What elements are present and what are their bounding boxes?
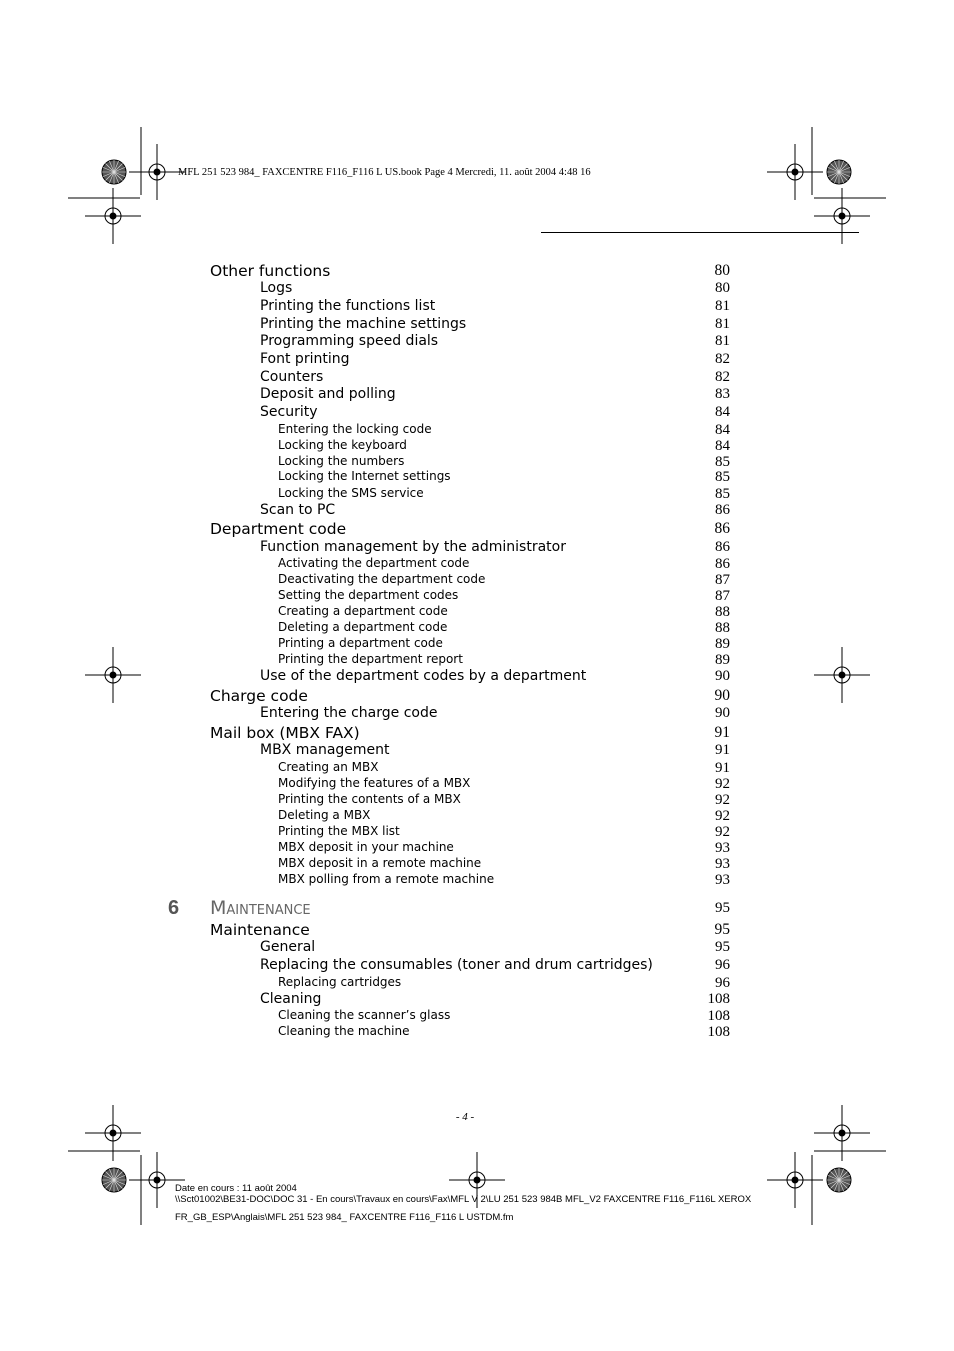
toc-entry-title: Security [260, 404, 318, 420]
toc-entry-page: 84 [715, 422, 730, 438]
toc-entry-page: 86 [715, 556, 730, 572]
toc-entry-title: Charge code [210, 687, 308, 705]
toc-entry [260, 939, 730, 957]
toc-entry-title: Locking the SMS service [278, 486, 424, 500]
header-rule [541, 232, 859, 233]
toc-entry-title: Locking the numbers [278, 454, 405, 468]
toc-entry [260, 668, 730, 686]
toc-entry-page: 85 [715, 469, 730, 485]
toc-entry-page: 91 [714, 724, 730, 741]
toc-entry [210, 921, 730, 939]
toc-entry [278, 469, 730, 487]
chapter-number: 6 [168, 897, 180, 919]
toc-entry-title: Deleting a MBX [278, 808, 371, 822]
toc-entry-title: Printing the functions list [260, 298, 436, 314]
toc-entry-page: 108 [707, 1024, 730, 1040]
toc-entry-title: Locking the Internet settings [278, 469, 451, 483]
toc-entry-title: MBX deposit in your machine [278, 840, 454, 854]
toc-entry-page: 96 [715, 975, 730, 991]
page-number: - 4 - [455, 1111, 475, 1123]
toc-entry-page: 80 [715, 280, 730, 296]
toc-entry-title: Replacing the consumables (toner and drum cartridges) [260, 957, 653, 973]
toc-entry-page: 93 [715, 840, 730, 856]
toc-entry-page: 108 [707, 991, 730, 1007]
toc-entry-title: Printing the department report [278, 652, 463, 666]
toc-entry-title: Logs [260, 280, 293, 296]
toc-entry-page: 89 [715, 652, 730, 668]
toc-entry-title: Deposit and polling [260, 386, 396, 402]
toc-entry-page: 84 [715, 438, 730, 454]
toc-entry [210, 724, 730, 742]
toc-entry-page: 108 [707, 1008, 730, 1024]
toc-entry-page: 85 [715, 454, 730, 470]
toc-entry-title: Printing the MBX list [278, 824, 400, 838]
toc-entry-title: Scan to PC [260, 502, 336, 518]
toc-entry-page: 89 [715, 636, 730, 652]
toc-entry [260, 705, 730, 723]
toc-entry-page: 91 [715, 742, 730, 758]
toc-entry-title: Programming speed dials [260, 333, 439, 349]
toc-entry [260, 369, 730, 387]
toc-entry-title: Printing a department code [278, 636, 443, 650]
toc-entry-page: 82 [715, 351, 730, 367]
toc-entry-title: Cleaning the machine [278, 1024, 410, 1038]
chapter-page: 95 [715, 900, 730, 916]
toc-entry [210, 687, 730, 705]
toc-entry-page: 81 [715, 316, 730, 332]
toc-entry-title: Mail box (MBX FAX) [210, 724, 360, 742]
toc-entry-page: 87 [715, 572, 730, 588]
toc-entry-page: 93 [715, 856, 730, 872]
toc-entry [278, 872, 730, 890]
toc-entry-page: 88 [715, 620, 730, 636]
toc-entry [260, 316, 730, 334]
toc-entry [260, 351, 730, 369]
toc-entry [260, 333, 730, 351]
toc-entry-title: Font printing [260, 351, 350, 367]
chapter-title: Maintenance [210, 897, 311, 919]
footer-date: Date en cours : 11 août 2004 [175, 1183, 297, 1194]
toc-entry [260, 280, 730, 298]
toc-entry-title: Printing the machine settings [260, 316, 467, 332]
toc-entry-title: Entering the charge code [260, 705, 438, 721]
toc-entry-title: MBX management [260, 742, 390, 758]
toc-entry-page: 86 [714, 520, 730, 537]
toc-entry-page: 92 [715, 824, 730, 840]
toc-entry-title: Modifying the features of a MBX [278, 776, 471, 790]
toc-entry-title: Deleting a department code [278, 620, 448, 634]
toc-entry-title: Other functions [210, 262, 331, 280]
toc-entry [260, 404, 730, 422]
toc-entry-page: 95 [714, 921, 730, 938]
toc-entry-page: 82 [715, 369, 730, 385]
toc-entry-page: 93 [715, 872, 730, 888]
toc-entry-page: 81 [715, 333, 730, 349]
toc-entry-title: Activating the department code [278, 556, 470, 570]
footer-path: \\Sct01002\BE31-DOC\DOC 31 - En cours\Travaux en cours\Fax\MFL V 2\LU 251 523 984B MFL_V2 FAXCENTRE F116_F116L XEROX [175, 1194, 752, 1205]
toc-entry [260, 991, 730, 1009]
toc-entry-page: 81 [715, 298, 730, 314]
toc-entry-title: Maintenance [210, 921, 310, 939]
toc-entry-title: Printing the contents of a MBX [278, 792, 461, 806]
toc-entry-title: MBX deposit in a remote machine [278, 856, 482, 870]
toc-entry-title: Counters [260, 369, 324, 385]
toc-entry [210, 262, 730, 280]
toc-entry-title: Department code [210, 520, 347, 538]
toc-entry-page: 92 [715, 776, 730, 792]
toc-entry-title: Cleaning the scanner’s glass [278, 1008, 451, 1022]
toc-entry-page: 91 [715, 760, 730, 776]
toc-entry [260, 386, 730, 404]
toc-entry-title: Locking the keyboard [278, 438, 407, 452]
toc-entry [278, 1024, 730, 1042]
toc-entry [260, 502, 730, 520]
toc-entry-page: 92 [715, 792, 730, 808]
toc-entry-page: 92 [715, 808, 730, 824]
toc-entry-page: 90 [715, 705, 730, 721]
toc-entry-title: Use of the department codes by a department [260, 668, 587, 684]
toc-entry-page: 87 [715, 588, 730, 604]
toc-entry-title: General [260, 939, 316, 955]
toc-entry-title: Deactivating the department code [278, 572, 486, 586]
toc-entry-page: 85 [715, 486, 730, 502]
toc-entry-title: Function management by the administrator [260, 539, 566, 555]
toc-entry-page: 83 [715, 386, 730, 402]
toc-entry [260, 298, 730, 316]
toc-entry-page: 86 [715, 502, 730, 518]
toc-entry-page: 80 [714, 262, 730, 279]
running-header: MFL 251 523 984_ FAXCENTRE F116_F116 L US.book Page 4 Mercredi, 11. août 2004 4:48 16 [178, 167, 591, 178]
toc-entry-title: MBX polling from a remote machine [278, 872, 495, 886]
toc-entry-page: 88 [715, 604, 730, 620]
toc-entry [260, 742, 730, 760]
toc-entry [260, 957, 730, 975]
toc-entry-page: 84 [715, 404, 730, 420]
toc-entry-title: Entering the locking code [278, 422, 432, 436]
footer-file: FR_GB_ESP\Anglais\MFL 251 523 984_ FAXCENTRE F116_F116 L USTDM.fm [175, 1212, 514, 1223]
toc-entry-title: Cleaning [260, 991, 322, 1007]
toc-entry [260, 539, 730, 557]
toc-entry [210, 520, 730, 538]
toc-entry-page: 90 [714, 687, 730, 704]
toc-entry-page: 96 [715, 957, 730, 973]
toc-entry-title: Creating a department code [278, 604, 448, 618]
toc-entry-page: 86 [715, 539, 730, 555]
toc-entry-page: 90 [715, 668, 730, 684]
toc-entry-title: Creating an MBX [278, 760, 379, 774]
toc-entry-title: Replacing cartridges [278, 975, 402, 989]
toc-entry-page: 95 [715, 939, 730, 955]
toc-entry-title: Setting the department codes [278, 588, 459, 602]
